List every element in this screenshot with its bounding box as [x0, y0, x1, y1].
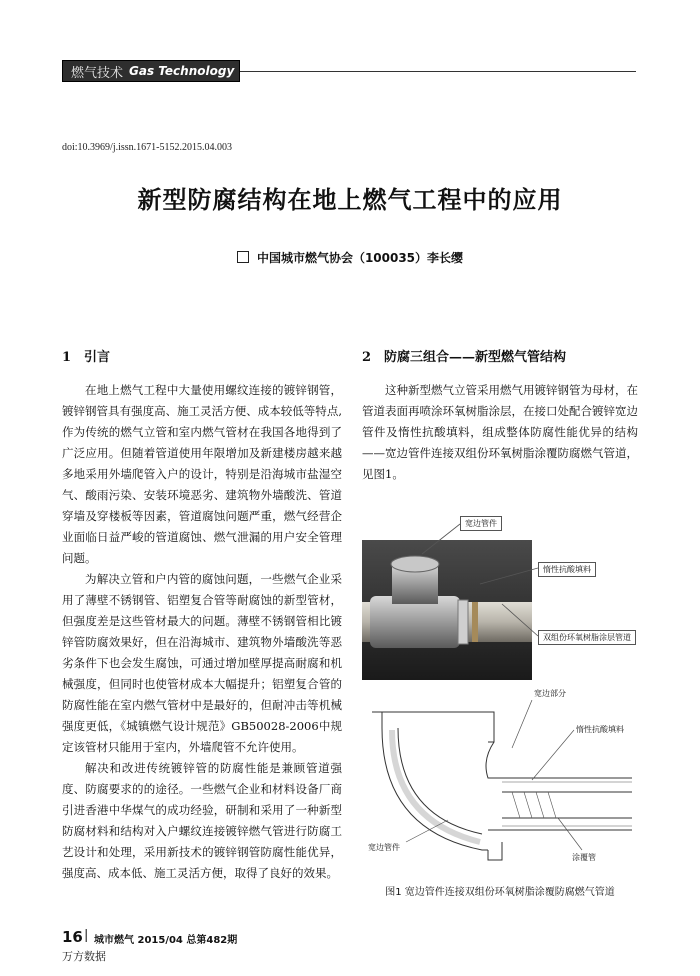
- square-bullet-icon: [237, 251, 249, 263]
- paragraph: 为解决立管和户内管的腐蚀问题，一些燃气企业采用了薄壁不锈钢管、铝塑复合管等耐腐蚀的新型管材，但强度差是这些管材最大的问题。薄壁不锈钢管相比镀锌管防腐效果好，但在沿海城市、建筑物外墙酸洗等恶劣条件下也会发生腐蚀，可通过增加壁厚提高耐腐和机械强度，但同时也使管材成本大幅提升；铝塑复合管的防腐性能在室内燃气管材中是最好的，但耐冲击等机械强度更低，《城镇燃气设计规范》GB50028-2006中规定该管材只能用于室内，外墙爬管不允许使用。: [62, 572, 342, 754]
- label-coated-pipe: 涂覆管: [572, 853, 596, 862]
- article-title: 新型防腐结构在地上燃气工程中的应用: [137, 185, 563, 214]
- author-text: 中国城市燃气协会（100035）李长缨: [256, 251, 464, 265]
- doi: doi:10.3969/j.issn.1671-5152.2015.04.003: [62, 142, 233, 153]
- section-label-en: Gas Technology: [129, 64, 235, 78]
- section2-heading: 2 防腐三组合——新型燃气管结构: [362, 350, 567, 365]
- callout-coated-pipe: 双组份环氧树脂涂层管道: [538, 630, 636, 645]
- label-wide-fitting: 宽边管件: [368, 843, 400, 852]
- journal-info: 城市燃气 2015/04 总第482期: [94, 935, 238, 946]
- header-rule: [240, 71, 636, 72]
- figure-caption: 图1 宽边管件连接双组份环氧树脂涂覆防腐燃气管道: [385, 887, 615, 898]
- paragraph: 解决和改进传统镀锌管的防腐性能是兼顾管道强度、防腐要求的的途径。一些燃气企业和材料设备厂商引进香港中华煤气的成功经验，研制和采用了一种新型防腐材料和结构对入户螺纹连接镀锌燃气管进行防腐工艺设计和处理，采用新技术的镀锌钢管防腐性能优异，强度高、成本低、施工灵活方便，取得了良好的效果。: [62, 761, 342, 880]
- right-column: [362, 380, 638, 485]
- watermark-text: 万方数据: [62, 950, 106, 963]
- callout-wide-fitting: 宽边管件: [460, 516, 502, 531]
- label-wide-part: 宽边部分: [534, 689, 566, 698]
- section-banner: [62, 60, 240, 82]
- label-acid-filler: 惰性抗酸填料: [576, 725, 624, 734]
- left-column: [62, 380, 342, 884]
- callout-acid-filler: 惰性抗酸填料: [538, 562, 596, 577]
- paragraph: 这种新型燃气立管采用燃气用镀锌钢管为母材，在管道表面再喷涂环氧树脂涂层，在接口处配合镀锌宽边管件及惰性抗酸填料，组成整体防腐性能优异的结构——宽边管件连接双组份环氧树脂涂覆防腐燃气管道，见图1。: [362, 383, 638, 481]
- section-label-cn: 燃气技术: [71, 65, 124, 81]
- section1-heading: 1 引言: [62, 350, 111, 365]
- paragraph: 在地上燃气工程中大量使用螺纹连接的镀锌钢管，镀锌钢管具有强度高、施工灵活方便、成本较低等特点,作为传统的燃气立管和室内燃气管材在我国各地得到了广泛应用。但随着管道使用年限增加及新建楼房越来越多地采用外墙爬管入户的设计，特别是沿海城市盐湿空气、酸雨污染、安装环境恶劣、建筑物外墙酸洗、管道穿墙及穿楼板等因素，管道腐蚀问题严重，燃气经营企业面临日益严峻的管道腐蚀、燃气泄漏的用户安全管理问题。: [62, 383, 342, 565]
- page-number: 16: [62, 928, 83, 946]
- callout-leader-lines: [362, 510, 642, 650]
- author-line: [0, 249, 700, 266]
- footer-divider: |: [84, 928, 89, 943]
